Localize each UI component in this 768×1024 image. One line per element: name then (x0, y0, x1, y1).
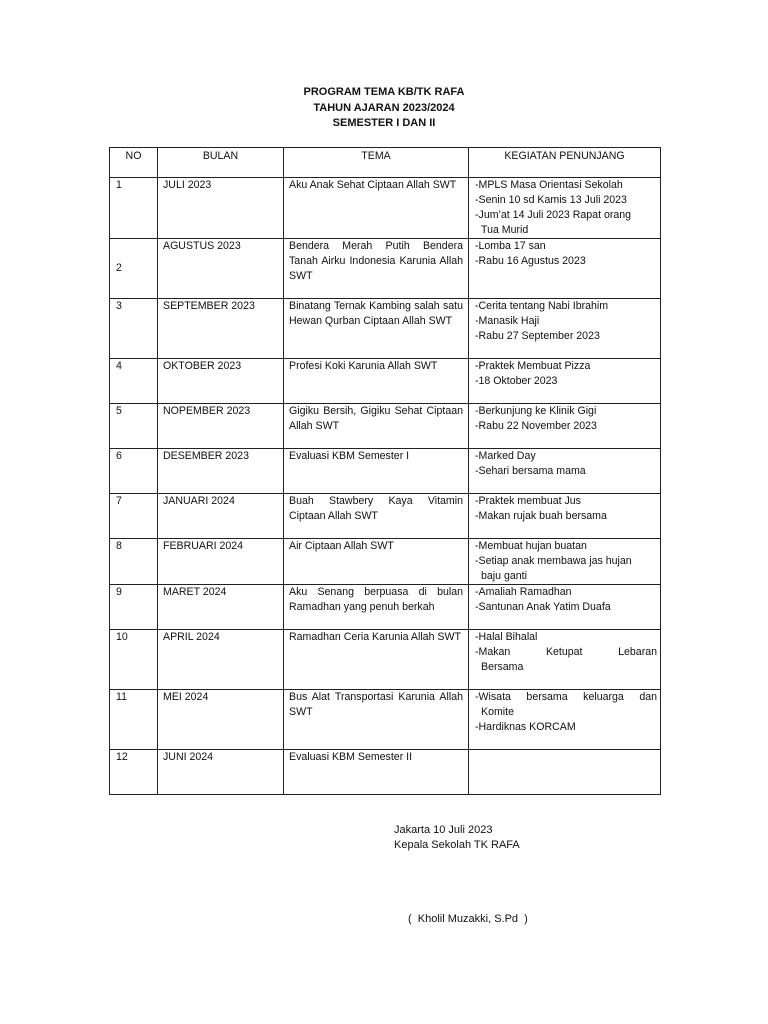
cell-kegiatan (469, 449, 661, 494)
header-semester: SEMESTER I DAN II (332, 117, 436, 129)
cell-no: 5 (110, 404, 158, 449)
document-header (0, 85, 768, 132)
table-row (110, 539, 661, 585)
kegiatan-item: -Manasik Haji (475, 315, 540, 327)
cell-tema: Evaluasi KBM Semester I (284, 449, 469, 494)
cell-kegiatan (469, 178, 661, 239)
kegiatan-item: -Sehari bersama mama (475, 465, 586, 477)
cell-kegiatan (469, 494, 661, 539)
table-row (110, 299, 661, 359)
column-header-kegiatan: KEGIATAN PENUNJANG (469, 148, 661, 178)
kegiatan-item: -Berkunjung ke Klinik Gigi (475, 405, 597, 417)
cell-no: 4 (110, 359, 158, 404)
kegiatan-item: -Santunan Anak Yatim Duafa (475, 601, 611, 613)
table-row (110, 585, 661, 630)
cell-bulan: AGUSTUS 2023 (158, 239, 284, 299)
kegiatan-item: -Halal Bihalal (475, 631, 538, 643)
cell-kegiatan (469, 585, 661, 630)
cell-kegiatan (469, 299, 661, 359)
signature-block (394, 823, 520, 853)
cell-no: 7 (110, 494, 158, 539)
table-row (110, 690, 661, 750)
table-row (110, 359, 661, 404)
table-row (110, 449, 661, 494)
table-row (110, 239, 661, 299)
kegiatan-item: -Setiap anak membawa jas hujan (475, 555, 632, 567)
cell-no: 2 (110, 239, 158, 299)
column-header-no: NO (110, 148, 158, 178)
kegiatan-item: -Praktek membuat Jus (475, 495, 581, 507)
signatory-position: Kepala Sekolah TK RAFA (394, 839, 520, 851)
kegiatan-item: -Rabu 16 Agustus 2023 (475, 255, 586, 267)
kegiatan-item: -Cerita tentang Nabi Ibrahim (475, 300, 609, 312)
place-date: Jakarta 10 Juli 2023 (394, 824, 493, 836)
cell-bulan: DESEMBER 2023 (158, 449, 284, 494)
kegiatan-item: -Jum’at 14 Juli 2023 Rapat orang (475, 209, 632, 221)
kegiatan-item: -Amaliah Ramadhan (475, 586, 572, 598)
signatory-name: ( Kholil Muzakki, S.Pd ) (408, 913, 528, 925)
kegiatan-item: -MPLS Masa Orientasi Sekolah (475, 179, 623, 191)
table-row (110, 750, 661, 795)
kegiatan-item: Komite (481, 706, 514, 718)
cell-no: 9 (110, 585, 158, 630)
cell-bulan: JUNI 2024 (158, 750, 284, 795)
kegiatan-item: -Marked Day (475, 450, 536, 462)
cell-tema: Buah Stawbery Kaya Vitamin Ciptaan Allah SWT (284, 494, 469, 539)
cell-tema: Air Ciptaan Allah SWT (284, 539, 469, 585)
cell-bulan: NOPEMBER 2023 (158, 404, 284, 449)
cell-bulan: JANUARI 2024 (158, 494, 284, 539)
kegiatan-item: -Makan Ketupat Lebaran (475, 646, 657, 658)
kegiatan-item: -Hardiknas KORCAM (475, 721, 576, 733)
cell-bulan: APRIL 2024 (158, 630, 284, 690)
header-title: PROGRAM TEMA KB/TK RAFA (303, 86, 465, 98)
table-row (110, 630, 661, 690)
cell-tema: Binatang Ternak Kambing salah satu Hewan Qurban Ciptaan Allah SWT (284, 299, 469, 359)
cell-no: 11 (110, 690, 158, 750)
kegiatan-item: -Membuat hujan buatan (475, 540, 587, 552)
kegiatan-item: baju ganti (481, 570, 527, 582)
kegiatan-item: -Rabu 22 November 2023 (475, 420, 597, 432)
column-header-bulan: BULAN (158, 148, 284, 178)
cell-bulan: SEPTEMBER 2023 (158, 299, 284, 359)
cell-no: 12 (110, 750, 158, 795)
cell-tema: Profesi Koki Karunia Allah SWT (284, 359, 469, 404)
cell-no: 10 (110, 630, 158, 690)
kegiatan-item: -Senin 10 sd Kamis 13 Juli 2023 (475, 194, 627, 206)
cell-bulan: FEBRUARI 2024 (158, 539, 284, 585)
cell-no: 1 (110, 178, 158, 239)
kegiatan-item: -Makan rujak buah bersama (475, 510, 607, 522)
program-table (109, 147, 661, 795)
cell-kegiatan (469, 539, 661, 585)
table-row (110, 178, 661, 239)
cell-tema: Ramadhan Ceria Karunia Allah SWT (284, 630, 469, 690)
table-header-row (110, 148, 661, 178)
cell-kegiatan (469, 359, 661, 404)
kegiatan-item: -Lomba 17 san (475, 240, 546, 252)
cell-kegiatan (469, 750, 661, 795)
table-row (110, 404, 661, 449)
kegiatan-item: -Praktek Membuat Pizza (475, 360, 591, 372)
cell-no: 3 (110, 299, 158, 359)
kegiatan-item: Tua Murid (481, 224, 529, 236)
header-academic-year: TAHUN AJARAN 2023/2024 (313, 101, 455, 114)
kegiatan-item: -Wisata bersama keluarga dan (475, 691, 657, 703)
cell-tema: Aku Anak Sehat Ciptaan Allah SWT (284, 178, 469, 239)
cell-tema: Bus Alat Transportasi Karunia Allah SWT (284, 690, 469, 750)
cell-no: 8 (110, 539, 158, 585)
cell-kegiatan (469, 404, 661, 449)
column-header-tema: TEMA (284, 148, 469, 178)
cell-tema: Aku Senang berpuasa di bulan Ramadhan yang penuh berkah (284, 585, 469, 630)
cell-tema: Gigiku Bersih, Gigiku Sehat Ciptaan Allah SWT (284, 404, 469, 449)
cell-kegiatan (469, 690, 661, 750)
cell-no: 6 (110, 449, 158, 494)
cell-bulan: MEI 2024 (158, 690, 284, 750)
kegiatan-item: -18 Oktober 2023 (475, 375, 558, 387)
kegiatan-item: Bersama (481, 661, 524, 673)
cell-tema: Bendera Merah Putih Bendera Tanah Airku Indonesia Karunia Allah SWT (284, 239, 469, 299)
cell-bulan: MARET 2024 (158, 585, 284, 630)
table-row (110, 494, 661, 539)
cell-kegiatan (469, 239, 661, 299)
cell-kegiatan (469, 630, 661, 690)
kegiatan-item: -Rabu 27 September 2023 (475, 330, 600, 342)
cell-bulan: OKTOBER 2023 (158, 359, 284, 404)
cell-tema: Evaluasi KBM Semester II (284, 750, 469, 795)
cell-bulan: JULI 2023 (158, 178, 284, 239)
